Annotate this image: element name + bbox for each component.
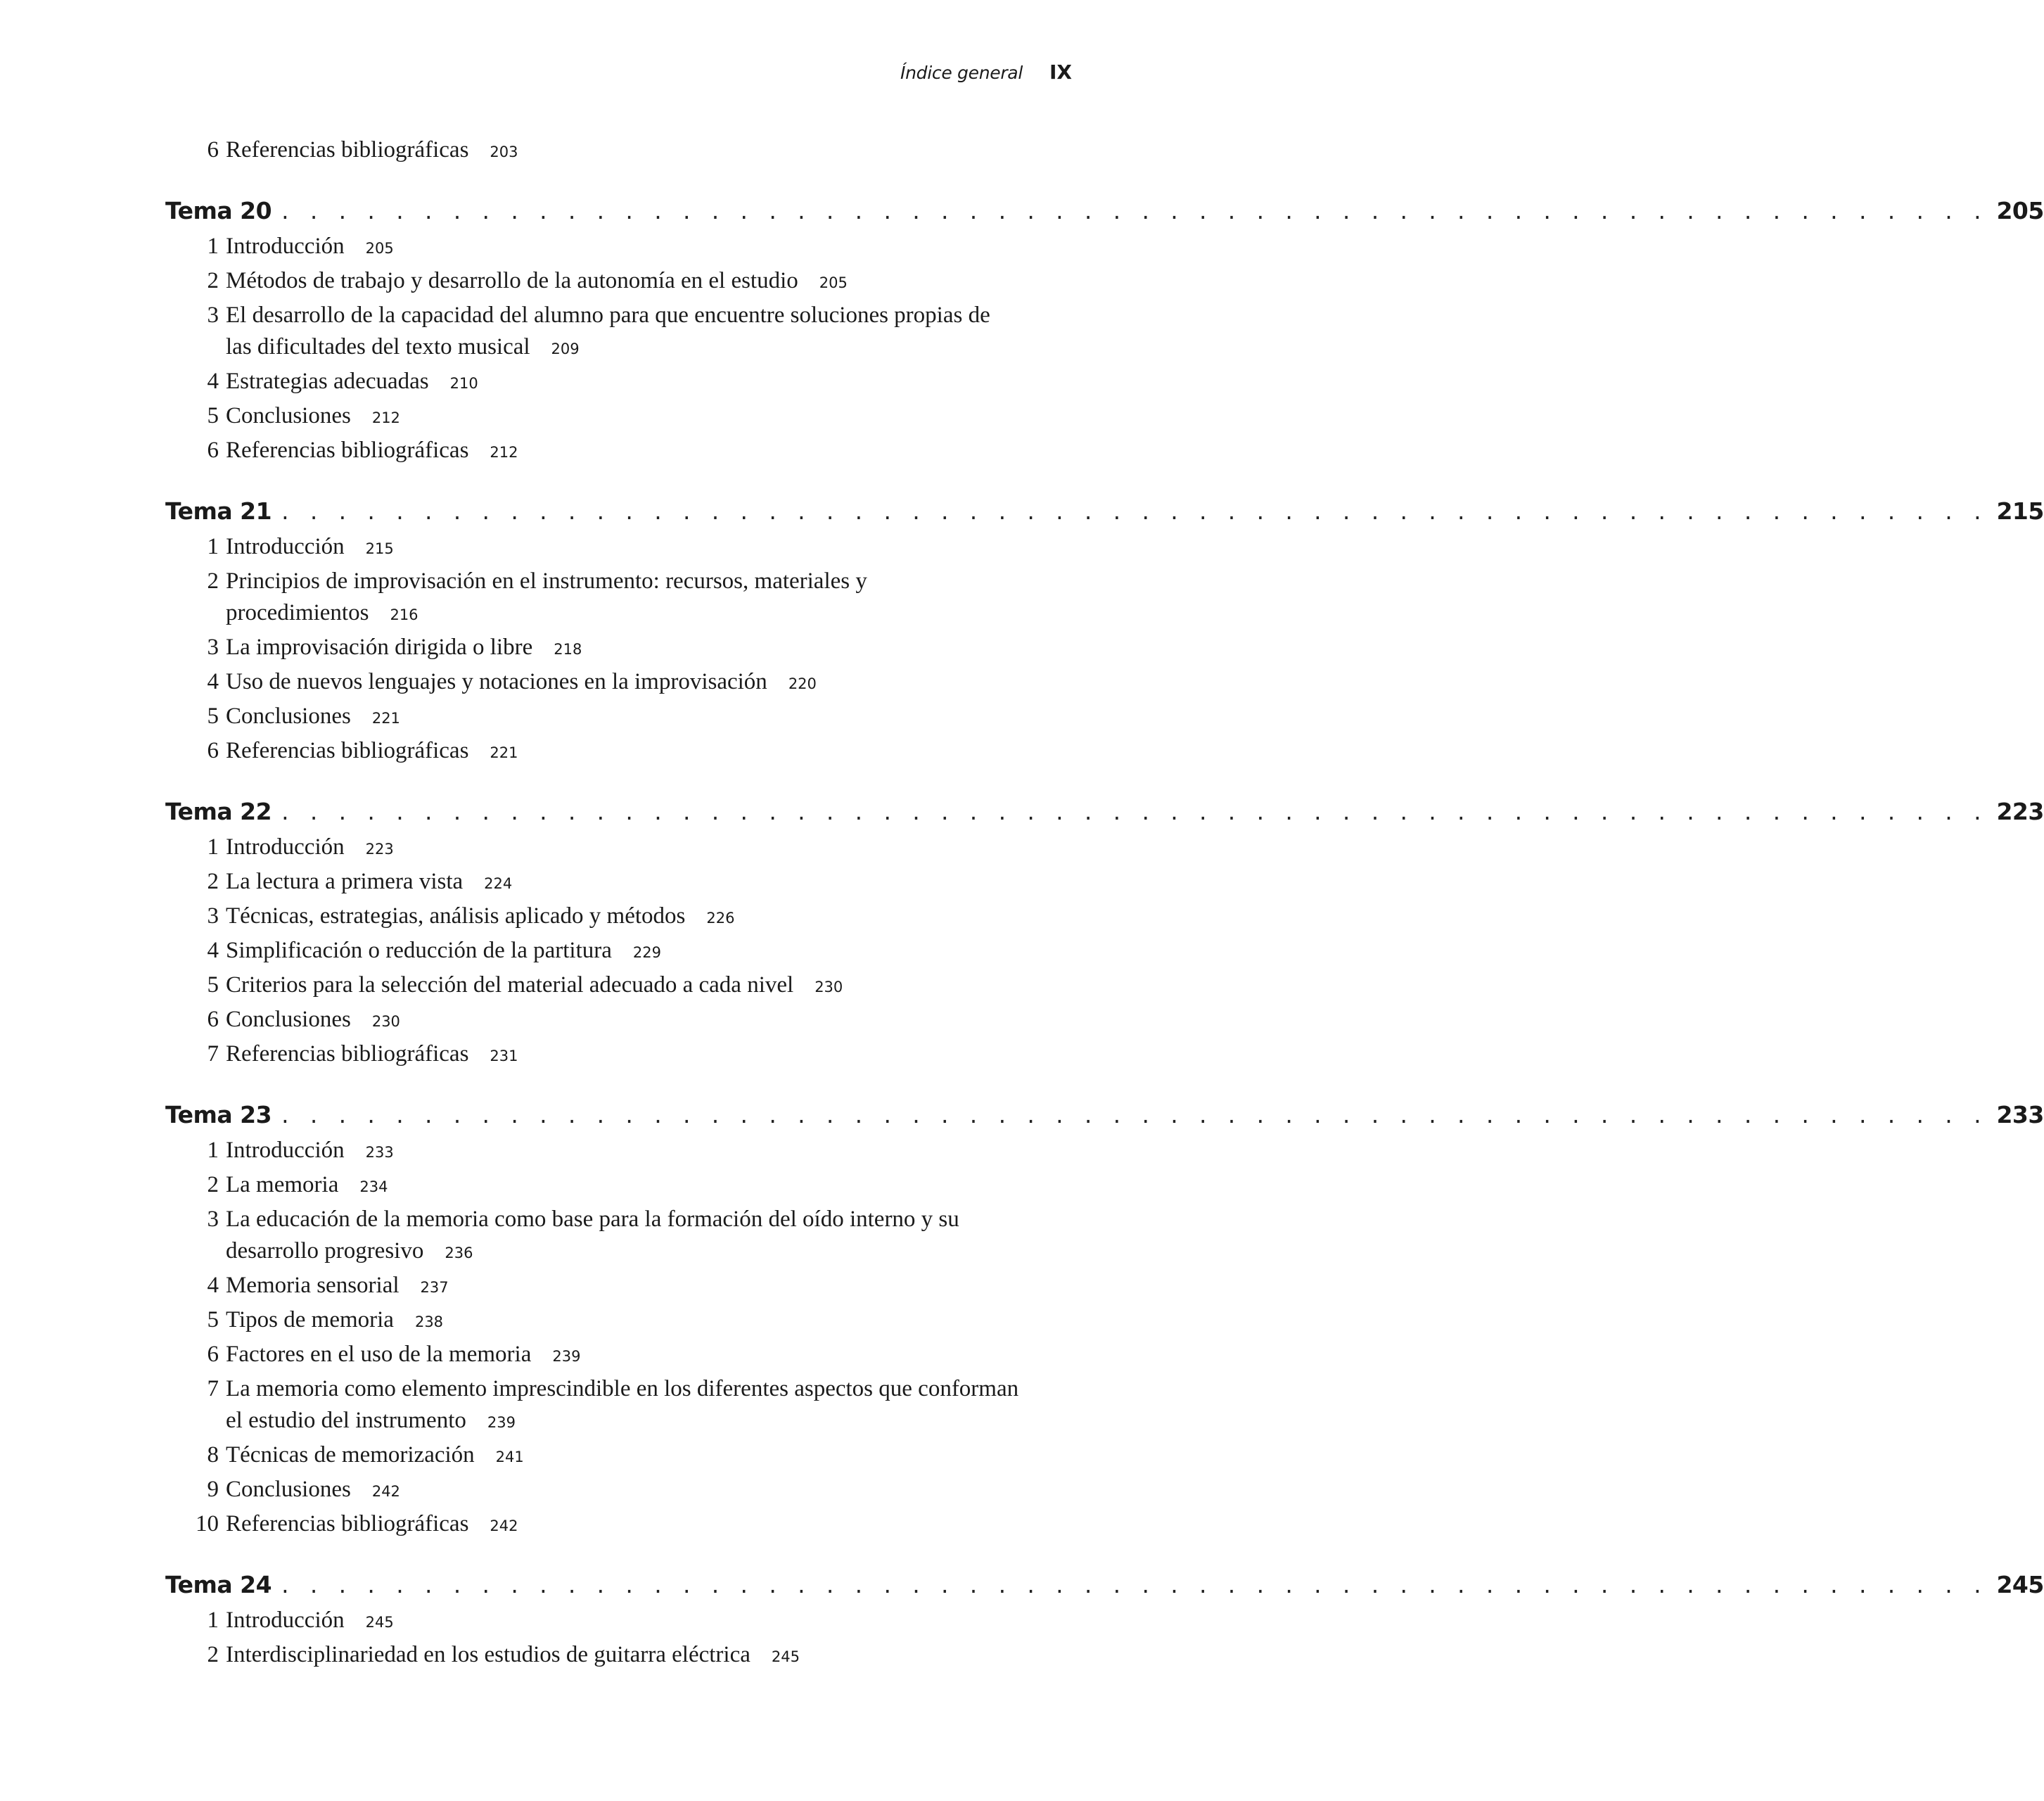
entry-text — [226, 735, 1021, 769]
entry-title: Introducción — [226, 834, 345, 860]
toc-entry — [165, 400, 1078, 434]
entry-number: 2 — [207, 1642, 219, 1667]
entry-number: 3 — [207, 1207, 219, 1232]
entry-number: 1 — [207, 834, 219, 860]
entry-page: 238 — [414, 1313, 444, 1330]
toc-entry — [165, 1134, 1078, 1169]
toc-entry — [165, 1203, 1078, 1269]
toc-entry — [165, 900, 1078, 934]
entry-page: 236 — [445, 1245, 473, 1261]
entry-text — [226, 969, 1021, 1003]
entry-title: Referencias bibliográficas — [226, 1041, 469, 1067]
entry-number: 6 — [207, 1342, 219, 1367]
entry-page: 210 — [449, 375, 478, 392]
entry-number: 10 — [196, 1511, 219, 1536]
toc-entry — [165, 831, 1078, 865]
entry-text — [226, 1169, 1021, 1203]
entry-title: Referencias bibliográficas — [226, 438, 469, 463]
entry-page: 212 — [490, 444, 518, 461]
entry-title: Referencias bibliográficas — [226, 137, 469, 163]
entry-number: 5 — [207, 403, 219, 428]
toc-entry — [165, 1373, 1078, 1439]
toc-entry — [165, 631, 1078, 666]
entry-page: 245 — [365, 1614, 394, 1631]
entry-title: Introducción — [226, 234, 345, 259]
tema-block — [165, 1566, 2044, 1673]
entry-title: Estrategias adecuadas — [226, 369, 429, 394]
toc-entry — [165, 1439, 1078, 1473]
table-of-contents — [165, 134, 2044, 1673]
tema-heading — [165, 1566, 2044, 1603]
entry-text — [226, 366, 1021, 400]
dot-leader: . . . . . . . . . . . . . . . . . . . . . . . . . . . . . . . . . . . . . . . . . . . . . . . . . . . . . . . . . . . . — [281, 798, 1988, 825]
entry-title: Principios de improvisación en el instrumento: recursos, materiales y procedimientos — [226, 568, 867, 625]
entry-text — [226, 435, 1021, 469]
entry-text — [226, 1339, 1021, 1373]
entry-text — [226, 531, 1021, 565]
entry-page: 242 — [490, 1517, 518, 1534]
entry-page: 205 — [365, 240, 394, 257]
entry-text — [226, 1204, 999, 1269]
entry-title: Conclusiones — [226, 1477, 351, 1502]
entry-number: 2 — [207, 869, 219, 894]
toc-entry — [165, 1638, 1078, 1673]
toc-entry — [165, 530, 1078, 565]
toc-entry — [165, 134, 1078, 168]
entry-page: 239 — [487, 1414, 516, 1431]
entry-title: Referencias bibliográficas — [226, 1511, 469, 1536]
dot-leader: . . . . . . . . . . . . . . . . . . . . . . . . . . . . . . . . . . . . . . . . . . . . . . . . . . . . . . . . . . . . — [281, 197, 1988, 224]
running-head-page-number: IX — [1049, 61, 1072, 84]
entry-title: El desarrollo de la capacidad del alumno para que encuentre soluciones propias de las dificultades del texto musical — [226, 303, 990, 359]
toc-entry — [165, 969, 1078, 1003]
toc-entry — [165, 299, 1078, 365]
tema-heading — [165, 492, 2044, 529]
entry-title: Simplificación o reducción de la partitura — [226, 938, 612, 963]
entry-title: La memoria como elemento imprescindible en los diferentes aspectos que conforman el estudio del instrumento — [226, 1376, 1019, 1433]
entry-page: 234 — [359, 1178, 388, 1195]
entry-title: Uso de nuevos lenguajes y notaciones en la improvisación — [226, 669, 767, 694]
tema-page: 205 — [1996, 197, 2044, 224]
entry-page: 223 — [365, 841, 394, 858]
entry-text — [226, 1373, 1021, 1439]
tema-page: 215 — [1996, 497, 2044, 525]
entry-number: 2 — [207, 1172, 219, 1197]
dot-leader: . . . . . . . . . . . . . . . . . . . . . . . . . . . . . . . . . . . . . . . . . . . . . . . . . . . . . . . . . . . . — [281, 497, 1988, 525]
entry-text — [226, 566, 901, 631]
tema-heading — [165, 192, 2044, 229]
entry-title: Interdisciplinariedad en los estudios de guitarra eléctrica — [226, 1642, 750, 1667]
entry-number: 8 — [207, 1442, 219, 1468]
entry-page: 241 — [495, 1449, 524, 1465]
entry-text — [226, 1270, 1021, 1304]
tema-label: Tema 20 — [165, 197, 272, 224]
entry-number: 3 — [207, 303, 219, 328]
toc-entry — [165, 1304, 1078, 1338]
entry-number: 1 — [207, 1138, 219, 1163]
entry-page: 245 — [771, 1648, 800, 1665]
toc-entry — [165, 434, 1078, 469]
toc-entry — [165, 1338, 1078, 1373]
entry-page: 203 — [490, 144, 518, 160]
entry-number: 5 — [207, 972, 219, 998]
toc-entry — [165, 700, 1078, 734]
entry-number: 4 — [207, 669, 219, 694]
toc-entry — [165, 230, 1078, 265]
entry-page: 215 — [365, 540, 394, 557]
entry-page: 221 — [371, 710, 400, 727]
entry-number: 1 — [207, 534, 219, 559]
entry-number: 5 — [207, 704, 219, 729]
tema-heading — [165, 1096, 2044, 1133]
entry-number: 5 — [207, 1307, 219, 1332]
entry-page: 226 — [706, 910, 735, 927]
running-head — [900, 61, 1072, 84]
toc-entry — [165, 565, 1078, 631]
toc-entry — [165, 1003, 1078, 1038]
dot-leader: . . . . . . . . . . . . . . . . . . . . . . . . . . . . . . . . . . . . . . . . . . . . . . . . . . . . . . . . . . . . — [281, 1571, 1988, 1598]
entry-title: Introducción — [226, 1608, 345, 1633]
entry-number: 1 — [207, 1608, 219, 1633]
entry-text — [226, 866, 1021, 900]
entry-title: Métodos de trabajo y desarrollo de la autonomía en el estudio — [226, 268, 798, 293]
entry-page: 230 — [815, 979, 843, 995]
entry-page: 221 — [490, 744, 518, 761]
entry-text — [226, 935, 1021, 969]
toc-entry — [165, 265, 1078, 299]
entry-title: Factores en el uso de la memoria — [226, 1342, 532, 1367]
entry-page: 229 — [632, 944, 661, 961]
entry-page: 242 — [371, 1483, 400, 1500]
entry-text — [226, 701, 1021, 734]
entry-number: 9 — [207, 1477, 219, 1502]
tema-heading — [165, 793, 2044, 829]
toc-entry — [165, 1508, 1078, 1542]
entry-text — [226, 134, 1021, 168]
entry-title: Conclusiones — [226, 1007, 351, 1032]
entry-text — [226, 900, 1021, 934]
entry-title: La improvisación dirigida o libre — [226, 635, 533, 660]
entry-page: 209 — [551, 341, 580, 357]
tema-page: 223 — [1996, 798, 2044, 825]
entry-number: 6 — [207, 738, 219, 763]
entry-text — [226, 265, 1021, 299]
entry-page: 233 — [365, 1144, 394, 1161]
running-head-title: Índice general — [900, 63, 1023, 83]
entry-page: 239 — [552, 1348, 581, 1365]
entry-title: Conclusiones — [226, 704, 351, 729]
toc-entry — [165, 1604, 1078, 1638]
tema-page: 233 — [1996, 1101, 2044, 1128]
tema-block — [165, 1096, 2044, 1542]
toc-continued-block — [165, 134, 1078, 168]
entry-number: 6 — [207, 1007, 219, 1032]
entry-text — [226, 1304, 1021, 1338]
entry-number: 2 — [207, 268, 219, 293]
entry-page: 216 — [390, 606, 419, 623]
entry-number: 6 — [207, 137, 219, 163]
entry-number: 4 — [207, 1273, 219, 1298]
entry-title: La lectura a primera vista — [226, 869, 464, 894]
dot-leader: . . . . . . . . . . . . . . . . . . . . . . . . . . . . . . . . . . . . . . . . . . . . . . . . . . . . . . . . . . . . — [281, 1101, 1988, 1128]
entry-text — [226, 1474, 1021, 1508]
entry-page: 224 — [484, 875, 513, 892]
tema-label: Tema 22 — [165, 798, 272, 825]
entry-title: Técnicas de memorización — [226, 1442, 475, 1468]
entry-text — [226, 1038, 1021, 1072]
toc-entry — [165, 365, 1078, 400]
tema-label: Tema 23 — [165, 1101, 272, 1128]
tema-page: 245 — [1996, 1571, 2044, 1598]
toc-entry — [165, 1269, 1078, 1304]
entry-text — [226, 400, 1021, 434]
entry-number: 4 — [207, 938, 219, 963]
entry-page: 231 — [490, 1048, 518, 1064]
entry-title: Introducción — [226, 534, 345, 559]
entry-text — [226, 231, 1021, 265]
toc-entry — [165, 934, 1078, 969]
entry-title: La memoria — [226, 1172, 339, 1197]
tema-label: Tema 24 — [165, 1571, 272, 1598]
toc-entry — [165, 1169, 1078, 1203]
toc-entry — [165, 1473, 1078, 1508]
entry-number: 1 — [207, 234, 219, 259]
entry-text — [226, 1605, 1021, 1638]
entry-text — [226, 1639, 1021, 1673]
entry-number: 6 — [207, 438, 219, 463]
entry-page: 220 — [788, 675, 817, 692]
toc-entry — [165, 1038, 1078, 1072]
entry-title: Conclusiones — [226, 403, 351, 428]
entry-text — [226, 1135, 1021, 1169]
entry-title: Referencias bibliográficas — [226, 738, 469, 763]
entry-number: 3 — [207, 903, 219, 929]
entry-number: 7 — [207, 1376, 219, 1401]
entry-title: Tipos de memoria — [226, 1307, 394, 1332]
tema-block — [165, 793, 2044, 1072]
entry-title: Memoria sensorial — [226, 1273, 400, 1298]
entry-number: 2 — [207, 568, 219, 594]
entry-title: Técnicas, estrategias, análisis aplicado y métodos — [226, 903, 686, 929]
entry-title: La educación de la memoria como base para la formación del oído interno y su desarrollo progresivo — [226, 1207, 959, 1264]
entry-text — [226, 832, 1021, 865]
entry-number: 7 — [207, 1041, 219, 1067]
entry-page: 212 — [371, 409, 400, 426]
entry-text — [226, 1508, 1021, 1542]
tema-block — [165, 492, 2044, 769]
entry-title: Introducción — [226, 1138, 345, 1163]
toc-entry — [165, 865, 1078, 900]
entry-text — [226, 632, 1021, 666]
entry-page: 218 — [554, 641, 582, 658]
entry-text — [226, 300, 1021, 365]
entry-text — [226, 666, 1021, 700]
entry-page: 205 — [819, 274, 848, 291]
entry-page: 237 — [420, 1279, 449, 1296]
entry-page: 230 — [371, 1013, 400, 1030]
entry-text — [226, 1004, 1021, 1038]
tema-block — [165, 192, 2044, 469]
entry-title: Criterios para la selección del material adecuado a cada nivel — [226, 972, 794, 998]
tema-label: Tema 21 — [165, 497, 272, 525]
toc-entry — [165, 666, 1078, 700]
entry-number: 3 — [207, 635, 219, 660]
toc-entry — [165, 734, 1078, 769]
entry-number: 4 — [207, 369, 219, 394]
entry-text — [226, 1439, 1021, 1473]
